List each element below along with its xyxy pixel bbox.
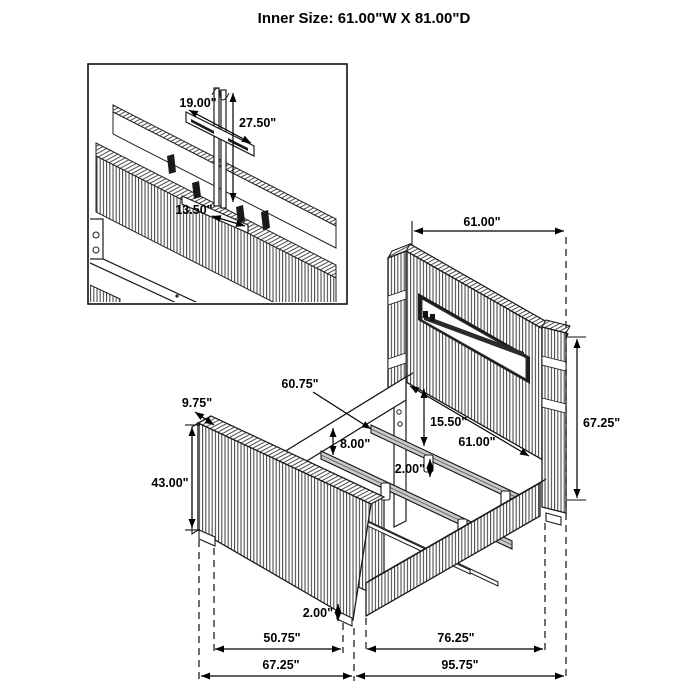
center-leg [424,455,433,472]
footboard-depth-label: 9.75" [181,396,213,410]
footboard-inner-width-label: 50.75" [263,631,301,645]
side-rail-length-label: 60.75" [281,377,319,391]
inset-mast-bar [221,90,226,208]
headboard-right-foot [546,513,561,525]
footboard-outer-width-label: 67.25" [262,658,300,672]
inset-rail-hole [175,294,178,297]
clearance-label: 15.50" [430,415,468,429]
headboard-height-label: 67.25" [583,416,621,430]
rail-height-label: 8.00" [340,437,371,451]
side-rail-span-label: 76.25" [437,631,475,645]
light-bar-endcap [423,311,428,318]
inner-width-label: 61.00" [458,435,496,449]
overall-length-label: 95.75" [441,658,479,672]
inset-bracket-width-label: 19.00" [179,96,217,110]
footboard-end-cap [192,423,198,534]
inset-bracket-height-label: 27.50" [239,116,277,130]
headboard-width-label: 61.00" [463,215,501,229]
footboard-height-label: 43.00" [151,476,189,490]
light-bar-endcap [430,314,435,321]
center-leg-label: 2.00" [394,462,425,476]
page-title: Inner Size: 61.00"W X 81.00"D [257,10,471,27]
headboard-right-post [542,327,566,513]
inset-plate-width-label: 13.50" [175,203,213,217]
headboard [388,244,570,527]
footboard-leg-label: 2.00" [302,606,333,620]
inset-detail [88,64,347,334]
right-side-rail [366,479,546,616]
right-rail-face [366,483,540,616]
